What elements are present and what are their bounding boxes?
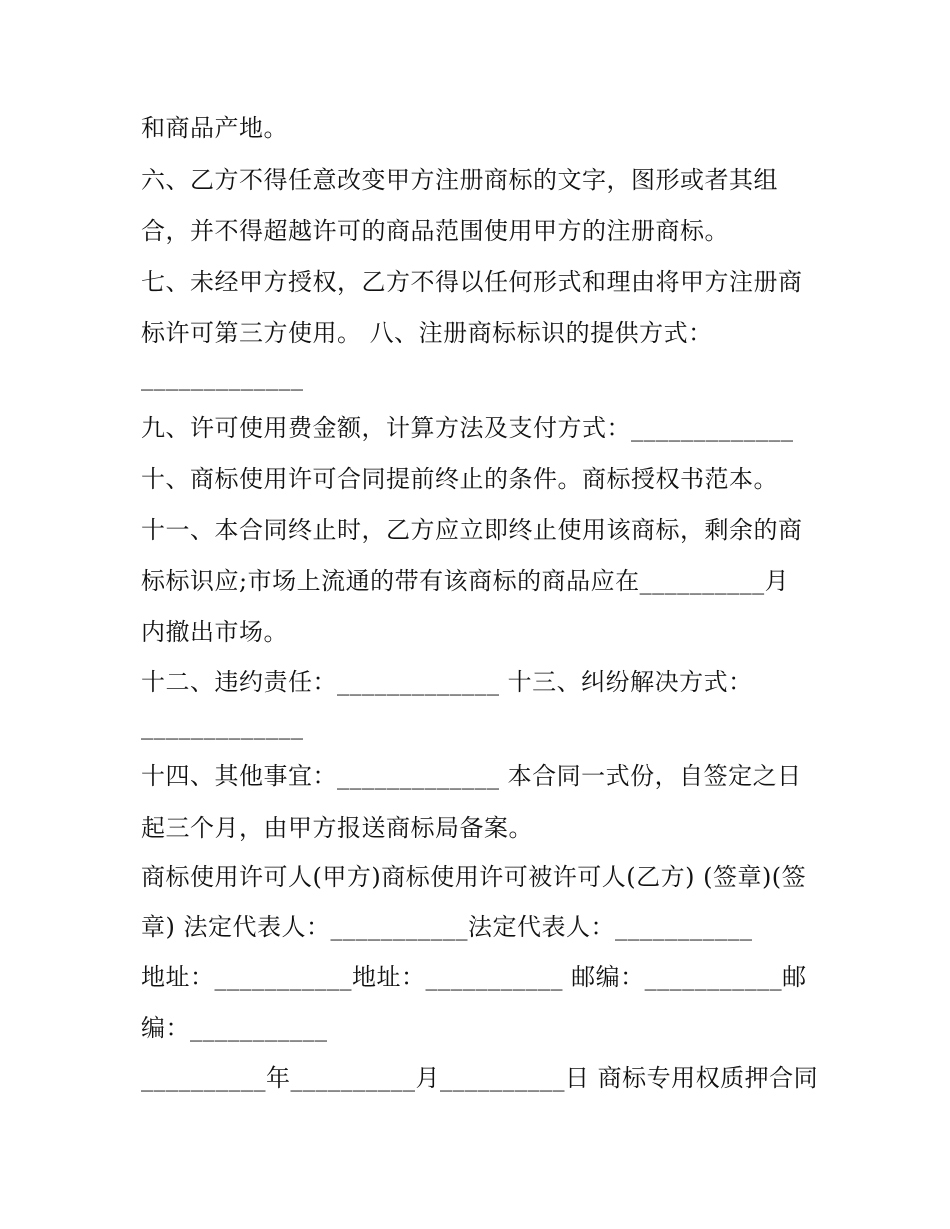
text-line: 六、乙方不得任意改变甲方注册商标的文字，图形或者其组 bbox=[141, 166, 778, 194]
blank-field-line: _____________ bbox=[141, 363, 304, 391]
text-line: 十四、其他事宜：_____________ 本合同一式份，自签定之日 bbox=[141, 762, 802, 790]
text-line: 起三个月，由甲方报送商标局备案。 bbox=[141, 814, 533, 842]
text-line: 合，并不得超越许可的商品范围使用甲方的注册商标。 bbox=[141, 217, 729, 245]
blank-field-line: _____________ bbox=[141, 712, 304, 740]
text-line: 七、未经甲方授权，乙方不得以任何形式和理由将甲方注册商 bbox=[141, 268, 803, 296]
text-line: 地址：___________地址：___________ 邮编：___________邮 bbox=[141, 963, 807, 991]
text-line: 内撤出市场。 bbox=[141, 618, 288, 646]
text-line: 十、商标使用许可合同提前终止的条件。商标授权书范本。 bbox=[141, 465, 778, 493]
text-line: 商标使用许可人(甲方)商标使用许可被许可人(乙方) (签章)(签 bbox=[141, 863, 807, 891]
text-line: 编：___________ bbox=[141, 1014, 328, 1042]
text-line: 章) 法定代表人：___________法定代表人：___________ bbox=[141, 913, 753, 941]
text-line: 十二、违约责任：_____________ 十三、纠纷解决方式： bbox=[141, 668, 753, 696]
text-line: __________年__________月__________日 商标专用权质押合同 bbox=[141, 1064, 819, 1092]
text-line: 标许可第三方使用。 八、注册商标标识的提供方式： bbox=[141, 319, 713, 347]
text-line: 标标识应;市场上流通的带有该商标的商品应在__________月 bbox=[141, 567, 790, 595]
text-line: 九、许可使用费金额，计算方法及支付方式：_____________ bbox=[141, 414, 794, 442]
text-line: 十一、本合同终止时，乙方应立即终止使用该商标，剩余的商 bbox=[141, 516, 803, 544]
text-line: 和商品产地。 bbox=[141, 114, 288, 142]
